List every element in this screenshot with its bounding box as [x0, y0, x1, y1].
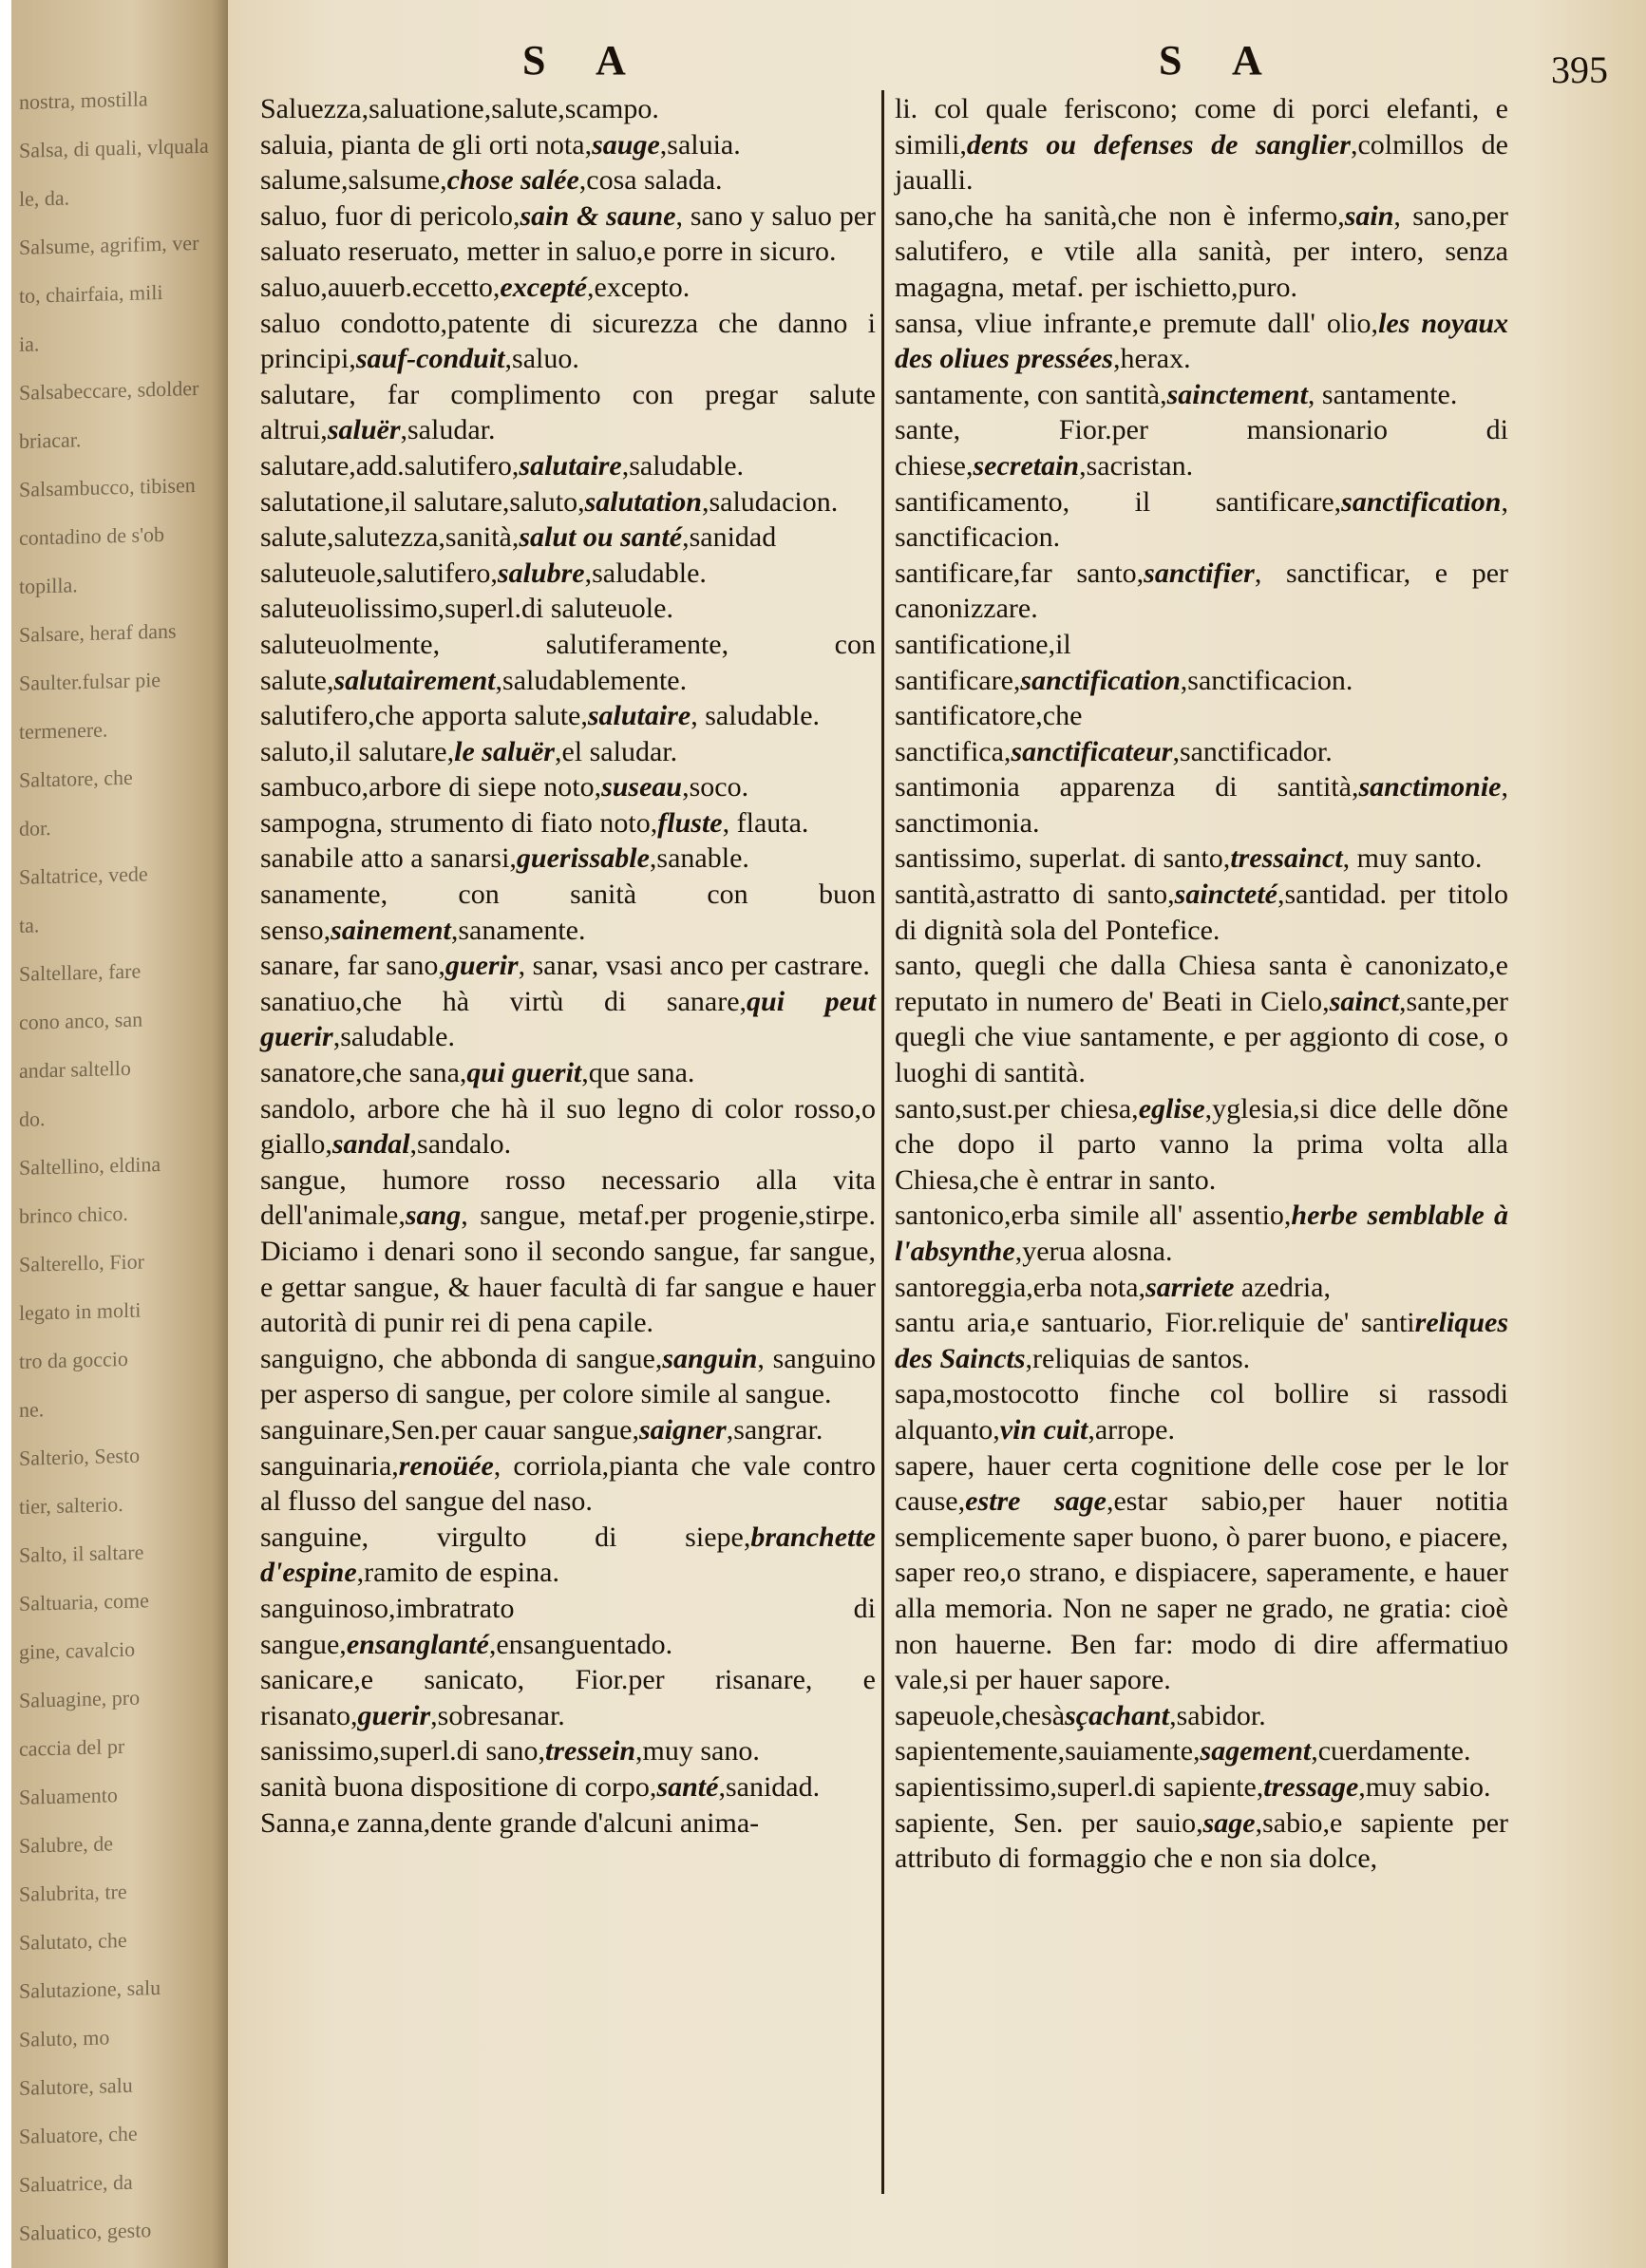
entry-continuation: ,yerua alosna.: [1014, 1236, 1173, 1267]
previous-page-fragment: Saltellare, fare: [19, 958, 142, 986]
french-translation: fluste: [657, 806, 723, 839]
dictionary-entry: [260, 734, 876, 770]
dictionary-entry: [260, 1662, 876, 1733]
previous-page-fragment: contadino de s'ob: [19, 521, 165, 550]
dictionary-entry: [895, 377, 1508, 413]
right-column: [895, 91, 1508, 1877]
french-translation: saigner: [639, 1413, 727, 1446]
running-head-right: S A: [1159, 37, 1283, 84]
entry-continuation: , sangue, metaf.per progenie,stirpe. Diciamo i denari sono il secondo sangue, far sangue, e gettar sangue, & hauer facultà di far sangue e hauer autorità di punir rei di pena capile.: [260, 1200, 876, 1339]
entry-text: sangue, humore rosso necessario alla vita dell'animale,: [260, 1163, 876, 1232]
entry-continuation: ,sacristan.: [1079, 449, 1194, 482]
entry-text: santificatore,che sanctifica,: [895, 700, 1083, 767]
french-translation: qui peut guerir: [260, 985, 877, 1053]
french-translation: sainct: [1329, 985, 1400, 1017]
dictionary-entry: [895, 877, 1508, 948]
previous-page-fragment: to, chairfaia, mili: [19, 279, 163, 308]
dictionary-entry: [895, 1091, 1508, 1199]
dictionary-entry: [260, 127, 876, 163]
dictionary-entry: [260, 484, 876, 520]
previous-page-fragment: Salubrita, tre: [19, 1879, 127, 1906]
dictionary-entry: [260, 1769, 876, 1805]
entry-text: sanguigno, che abbonda di sangue,: [260, 1342, 663, 1374]
entry-continuation: ,arrope.: [1088, 1413, 1175, 1446]
dictionary-entry: [895, 1305, 1508, 1376]
french-translation: sainement: [331, 914, 451, 946]
french-translation: sanctimonie: [1358, 771, 1502, 803]
previous-page-fragment: nostra, mostilla: [19, 86, 148, 114]
french-translation: salutaire: [519, 449, 622, 482]
entry-continuation: ,saluia.: [659, 128, 741, 161]
previous-page-fragment: Saluamento: [19, 1783, 118, 1809]
entry-continuation: ,sobresanar.: [430, 1699, 565, 1731]
dictionary-entry: [895, 556, 1508, 627]
entry-continuation: ,saludar.: [400, 414, 496, 446]
entry-continuation: , corriola,pianta che vale contro al flusso del sangue del naso.: [260, 1449, 876, 1518]
french-translation: herbe semblable à l'absynthe: [895, 1200, 1508, 1267]
previous-page-fragment: brinco chico.: [19, 1200, 128, 1228]
dictionary-entry: [260, 1162, 876, 1341]
previous-page-fragment: topilla.: [19, 573, 78, 598]
entry-text: santità,astratto di santo,: [895, 879, 1175, 911]
previous-page-fragment: caccia del pr: [19, 1733, 125, 1761]
previous-page-fragment: ia.: [19, 331, 40, 356]
dictionary-entry: [260, 306, 876, 377]
entry-text: sanissimo,superl.di sano,: [260, 1735, 545, 1767]
french-translation: sauf-conduit: [355, 343, 505, 375]
entry-continuation: ,herax.: [1112, 343, 1191, 375]
entry-continuation: , sanctificar, e per canonizzare.: [895, 557, 1508, 625]
previous-page-fragment: gine, cavalcio: [19, 1636, 136, 1664]
entry-text: santo,sust.per chiesa,: [895, 1092, 1139, 1125]
previous-page-fragment: dor.: [19, 815, 51, 841]
previous-page-fragment: Saluatrice, da: [19, 2169, 133, 2197]
entry-continuation: , sano y saluo per saluato reseruato, metter in saluo,e porre in sicuro.: [260, 199, 877, 268]
entry-text: salutare,add.salutifero,: [260, 449, 520, 482]
dictionary-entry: [895, 1733, 1508, 1769]
french-translation: renoüée: [398, 1449, 494, 1482]
previous-page-fragment: do.: [19, 1106, 46, 1131]
entry-text: santificatione,il santificare,: [895, 628, 1071, 696]
french-translation: sagement: [1200, 1735, 1312, 1767]
french-translation: salutation: [584, 485, 702, 518]
previous-page-fragment: Saulter.fulsar pie: [19, 667, 161, 695]
previous-page-fragment: Salutazione, salu: [19, 1975, 161, 2003]
entry-continuation: ,saludable.: [621, 449, 745, 482]
entry-continuation: ,sanable.: [649, 842, 749, 875]
dictionary-entry: [895, 1270, 1508, 1306]
dictionary-entry: [260, 162, 876, 198]
entry-continuation: ,reliquias de santos.: [1025, 1342, 1251, 1374]
entry-continuation: ,sabidor.: [1169, 1699, 1266, 1731]
entry-continuation: ,saludable.: [332, 1021, 455, 1053]
dictionary-page: [228, 0, 1646, 2268]
french-translation: sarriete: [1145, 1271, 1235, 1303]
entry-continuation: ,que sana.: [581, 1057, 695, 1089]
french-translation: guerir: [445, 950, 519, 982]
entry-continuation: ,sanidad.: [718, 1770, 821, 1803]
entry-continuation: ,saludacion.: [701, 485, 839, 518]
entry-continuation: ,sanctificador.: [1172, 735, 1333, 767]
previous-page-fragment: Saluto, mo: [19, 2025, 110, 2051]
french-translation: qui guerit: [466, 1057, 582, 1089]
dictionary-entry: [260, 1733, 876, 1769]
entry-continuation: , sanar, vsasi anco per castrare.: [518, 950, 870, 982]
entry-text: sanare, far sano,: [260, 950, 445, 982]
entry-continuation: , sano,per salutifero, e vtile alla sanità, per intero, senza magagna, metaf. per ischietto,puro.: [895, 199, 1508, 303]
entry-continuation: ,sabio,e sapiente per attributo di formaggio che e non sia dolce,: [895, 1806, 1508, 1875]
french-translation: tressein: [545, 1735, 636, 1767]
entry-continuation: ,ensanguentado.: [488, 1628, 673, 1660]
entry-continuation: , sanguino per asperso di sangue, per colore simile al sangue.: [260, 1342, 877, 1410]
french-translation: sandal: [331, 1128, 410, 1161]
previous-page-fragment: Saltellino, eldina: [19, 1151, 161, 1180]
french-translation: sainctement: [1166, 378, 1308, 410]
dictionary-entry: [895, 484, 1508, 556]
french-translation: sanctifier: [1144, 557, 1255, 589]
dictionary-entry: [260, 270, 876, 306]
previous-page-fragment: Salsume, agrifim, ver: [19, 230, 199, 259]
dictionary-entry: [260, 520, 876, 556]
french-translation: saincteté: [1174, 879, 1277, 911]
french-translation: suseau: [601, 771, 683, 803]
previous-page-fragment: cono anco, san: [19, 1007, 143, 1034]
dictionary-entry: [895, 948, 1508, 1090]
entry-continuation: ,saludablemente.: [495, 664, 688, 696]
french-translation: sauge: [592, 128, 660, 161]
dictionary-entry: [260, 377, 876, 448]
french-translation: ensanglanté: [346, 1628, 489, 1660]
previous-page-fragment: le, da.: [19, 185, 70, 211]
dictionary-entry: [895, 698, 1508, 769]
entry-text: salute,salutezza,sanità,: [260, 521, 520, 554]
french-translation: tressage: [1263, 1770, 1359, 1803]
french-translation: branchette d'espine: [260, 1521, 876, 1589]
dictionary-entry: [260, 877, 876, 948]
entry-text: Saluezza,saluatione,salute,scampo.: [260, 93, 659, 124]
entry-text: saluo, fuor di pericolo,: [260, 199, 520, 232]
entry-text: sapiente, Sen. per sauio,: [895, 1806, 1203, 1839]
entry-text: sante, Fior.per mansionario di chiese,: [895, 414, 1508, 482]
dictionary-entry: [260, 841, 876, 877]
previous-page-fragment: Salsa, di quali, vlquala: [19, 133, 209, 162]
entry-text: saluto,il salutare,: [260, 735, 455, 767]
dictionary-entry: [895, 198, 1508, 306]
french-translation: sanctification: [1020, 664, 1181, 696]
entry-text: sanguine, virgulto di siepe,: [260, 1521, 751, 1553]
dictionary-entry: [260, 769, 876, 805]
entry-continuation: ,sandalo.: [409, 1128, 512, 1161]
entry-text: sampogna, strumento di fiato noto,: [260, 806, 658, 839]
dictionary-entry: [895, 769, 1508, 841]
entry-continuation: ,cuerdamente.: [1311, 1735, 1471, 1767]
dictionary-entry: [260, 805, 876, 841]
previous-page-fragment: Salsambucco, tibisen: [19, 473, 196, 501]
entry-continuation: ,muy sabio.: [1358, 1770, 1491, 1803]
entry-text: salume,salsume,: [260, 164, 447, 197]
entry-continuation: ,sanctificacion.: [1180, 664, 1353, 696]
entry-text: sanicare,e sanicato, Fior.per risanare, e risanato,: [260, 1664, 876, 1731]
previous-page-fragment: Saluagine, pro: [19, 1685, 141, 1712]
entry-text: santu aria,e santuario, Fior.reliquie de' santi: [895, 1307, 1415, 1339]
french-translation: dents ou defenses de sanglier: [966, 128, 1351, 161]
dictionary-entry: [895, 841, 1508, 877]
entry-text: saluo,auuerb.eccetto,: [260, 271, 501, 303]
entry-continuation: , muy santo.: [1342, 842, 1483, 875]
french-translation: salubre: [497, 557, 585, 589]
entry-continuation: ,santidad. per titolo di dignità sola del Pontefice.: [895, 879, 1508, 946]
entry-continuation: ,ramito de espina.: [356, 1557, 559, 1589]
previous-page-fragment: ta.: [19, 913, 40, 937]
previous-page-fragment: andar saltello: [19, 1055, 131, 1083]
entry-continuation: ,sanidad: [682, 521, 777, 554]
previous-page-fragment: termenere.: [19, 717, 108, 744]
entry-text: sanatiuo,che hà virtù di sanare,: [260, 985, 747, 1017]
entry-text: sanità buona dispositione di corpo,: [260, 1770, 657, 1803]
french-translation: sanguin: [662, 1342, 758, 1374]
entry-text: santimonia apparenza di santità,: [895, 771, 1359, 803]
dictionary-entry: [260, 1448, 876, 1520]
entry-text: sanguinoso,imbratrato di sangue,: [260, 1592, 876, 1660]
entry-continuation: , saludable.: [691, 700, 821, 732]
entry-continuation: , santamente.: [1307, 378, 1458, 410]
dictionary-entry: [895, 1805, 1508, 1877]
french-translation: sanctificateur: [1011, 735, 1173, 767]
french-translation: sanctification: [1341, 485, 1502, 518]
french-translation: guerissable: [516, 842, 650, 875]
entry-continuation: ,muy sano.: [635, 1735, 760, 1767]
previous-page-fragment: tro da goccio: [19, 1346, 128, 1373]
entry-continuation: , flauta.: [722, 806, 809, 839]
dictionary-entry: [895, 1698, 1508, 1734]
dictionary-entry: [895, 91, 1508, 198]
previous-page-fragment: Saluatico, gesto: [19, 2218, 152, 2245]
entry-continuation: ,sangrar.: [726, 1413, 823, 1446]
french-translation: tressainct: [1230, 842, 1343, 875]
entry-continuation: ,el saludar.: [554, 735, 678, 767]
dictionary-entry: [895, 627, 1508, 698]
french-translation: sang: [405, 1200, 462, 1232]
french-translation: le saluër: [454, 735, 555, 767]
entry-text: santificare,far santo,: [895, 557, 1145, 589]
french-translation: salutaire: [587, 700, 691, 732]
french-translation: secretain: [973, 449, 1080, 482]
entry-text: saluteuolmente, salutiferamente, con salute,: [260, 628, 876, 696]
french-translation: sain: [1344, 199, 1394, 232]
french-translation: estre sage: [965, 1485, 1107, 1518]
dictionary-entry: [260, 984, 876, 1055]
entry-text: sanatore,che sana,: [260, 1057, 467, 1089]
left-column: [260, 91, 876, 1841]
entry-text: sapere, hauer certa cognitione delle cose per le lor cause,: [895, 1449, 1508, 1518]
entry-text: santamente, con santità,: [895, 378, 1167, 410]
previous-page-fragment: Salsare, heraf dans: [19, 618, 177, 647]
dictionary-entry: [260, 1341, 876, 1412]
entry-text: sambuco,arbore di siepe noto,: [260, 771, 602, 803]
entry-text: sapa,mostocotto finche col bollire si rassodi alquanto,: [895, 1378, 1508, 1446]
french-translation: salutairement: [333, 664, 496, 696]
running-head-left: S A: [522, 37, 647, 84]
dictionary-entry: [895, 306, 1508, 377]
dictionary-entry: [260, 556, 876, 592]
entry-continuation: ,saluo.: [504, 343, 579, 375]
dictionary-entry: [260, 198, 876, 270]
previous-page-fragment: Salubre, de: [19, 1831, 113, 1858]
french-translation: sage: [1202, 1806, 1256, 1839]
dictionary-entry: [260, 948, 876, 984]
entry-text: saluteuole,salutifero,: [260, 557, 498, 589]
previous-page-fragment: tier, salterio.: [19, 1492, 123, 1519]
entry-continuation: ,estar sabio,per hauer notitia semplicemente saper buono, ò parer buono, e piacere, saper reo,o strano, e dispiacere, saperamente, e hauer alla memoria. Non ne saper ne grado, ne gratia: cioè non hauerne. Ben far: modo di dire affermatiuo vale,si per hauer sapore.: [895, 1485, 1508, 1696]
previous-page-fragment: Salterello, Fior: [19, 1249, 144, 1276]
entry-text: sandolo, arbore che hà il suo legno di color rosso,o giallo,: [260, 1092, 876, 1161]
entry-text: saluteuolissimo,superl.di saluteuole.: [260, 593, 673, 625]
entry-continuation: ,colmillos de jaualli.: [895, 128, 1508, 197]
dictionary-entry: [895, 1769, 1508, 1805]
french-translation: reliques des Saincts: [895, 1307, 1508, 1374]
entry-text: santonico,erba simile all' assentio,: [895, 1200, 1292, 1232]
dictionary-entry: [895, 412, 1508, 483]
entry-continuation: ,cosa salada.: [578, 164, 723, 197]
previous-page-fragment: Saltuaria, come: [19, 1588, 149, 1616]
dictionary-entry: [260, 1091, 876, 1162]
dictionary-entry: [260, 591, 876, 627]
entry-text: sanamente, con sanità con buon senso,: [260, 879, 876, 946]
french-translation: vin cuit: [999, 1413, 1088, 1446]
entry-text: salutatione,il salutare,saluto,: [260, 485, 585, 518]
entry-text: salutifero,che apporta salute,: [260, 700, 588, 732]
entry-text: Sanna,e zanna,dente grande d'alcuni anima-: [260, 1806, 760, 1839]
french-translation: santé: [656, 1770, 719, 1803]
dictionary-entry: [260, 1520, 876, 1591]
previous-page-fragment: Saluatore, che: [19, 2121, 138, 2148]
french-translation: sain & saune: [520, 199, 676, 232]
entry-continuation: , sanctificacion.: [895, 485, 1508, 554]
dictionary-entry: [895, 1448, 1508, 1698]
entry-text: sanguinaria,: [260, 1449, 399, 1482]
entry-text: santo, quegli che dalla Chiesa santa è canonizato,e reputato in numero de' Beati in Cielo,: [895, 950, 1508, 1017]
french-translation: guerir: [357, 1699, 431, 1731]
dictionary-entry: [260, 91, 876, 127]
previous-page-fragment: Salutato, che: [19, 1927, 127, 1955]
page-number: 395: [1551, 48, 1608, 91]
entry-continuation: , sanctimonia.: [895, 771, 1508, 839]
dictionary-entry: [895, 1198, 1508, 1269]
dictionary-entry: [895, 1376, 1508, 1447]
column-divider: [881, 90, 884, 2194]
previous-page-fragment: Salsabeccare, sdolder: [19, 375, 199, 405]
previous-page-strip: [11, 0, 230, 2268]
entry-text: santoreggia,erba nota,: [895, 1271, 1146, 1303]
french-translation: les noyaux des oliues pressées: [895, 307, 1508, 375]
french-translation: chose salée: [446, 164, 579, 197]
french-translation: saluër: [327, 414, 401, 446]
entry-continuation: ,sanamente.: [450, 914, 586, 946]
dictionary-entry: [260, 627, 876, 698]
entry-text: sapientemente,sauiamente,: [895, 1735, 1201, 1767]
entry-text: saluo condotto,patente di sicurezza che danno i principi,: [260, 307, 876, 375]
entry-text: saluia, pianta de gli orti nota,: [260, 128, 593, 161]
entry-continuation: ,excepto.: [587, 271, 691, 303]
previous-page-fragment: Salutore, salu: [19, 2072, 133, 2100]
dictionary-entry: [260, 1055, 876, 1091]
entry-text: sapeuole,chesà: [895, 1699, 1066, 1731]
french-translation: sçachant: [1065, 1699, 1170, 1731]
entry-continuation: ,soco.: [682, 771, 749, 803]
entry-continuation: azedria,: [1234, 1271, 1331, 1303]
dictionary-entry: [260, 448, 876, 484]
previous-page-fragment: Saltatore, che: [19, 765, 133, 792]
previous-page-fragment: ne.: [19, 1397, 45, 1422]
dictionary-entry: [260, 1805, 876, 1842]
dictionary-entry: [260, 1591, 876, 1662]
entry-text: salutare, far complimento con pregar salute altrui,: [260, 378, 876, 446]
previous-page-fragment: briacar.: [19, 427, 82, 453]
french-translation: salut ou santé: [519, 521, 683, 554]
entry-continuation: ,yglesia,si dice delle dõne che dopo il parto vanno la prima volta alla Chiesa,che è entrar in santo.: [895, 1092, 1508, 1196]
entry-text: sano,che ha sanità,che non è infermo,: [895, 199, 1345, 232]
previous-page-fragment: Salterio, Sesto: [19, 1443, 141, 1470]
french-translation: excepté: [500, 271, 587, 303]
entry-text: santissimo, superlat. di santo,: [895, 842, 1231, 875]
entry-continuation: ,saludable.: [584, 557, 707, 589]
entry-text: sansa, vliue infrante,e premute dall' olio,: [895, 307, 1379, 339]
entry-text: sanabile atto a sanarsi,: [260, 842, 517, 875]
dictionary-entry: [260, 698, 876, 734]
dictionary-entry: [260, 1412, 876, 1448]
entry-text: santificamento, il santificare,: [895, 485, 1342, 518]
french-translation: eglise: [1138, 1092, 1205, 1125]
entry-text: li. col quale feriscono; come di porci elefanti, e simili,: [895, 93, 1508, 161]
previous-page-fragment: Salto, il saltare: [19, 1540, 144, 1567]
entry-text: sapientissimo,superl.di sapiente,: [895, 1770, 1264, 1803]
entry-continuation: ,sante,per quegli che viue santamente, e per aggionto di cose, o luoghi di santità.: [895, 985, 1508, 1089]
previous-page-fragment: Saltatrice, vede: [19, 861, 148, 889]
entry-text: sanguinare,Sen.per cauar sangue,: [260, 1413, 639, 1446]
previous-page-fragment: legato in molti: [19, 1297, 142, 1325]
